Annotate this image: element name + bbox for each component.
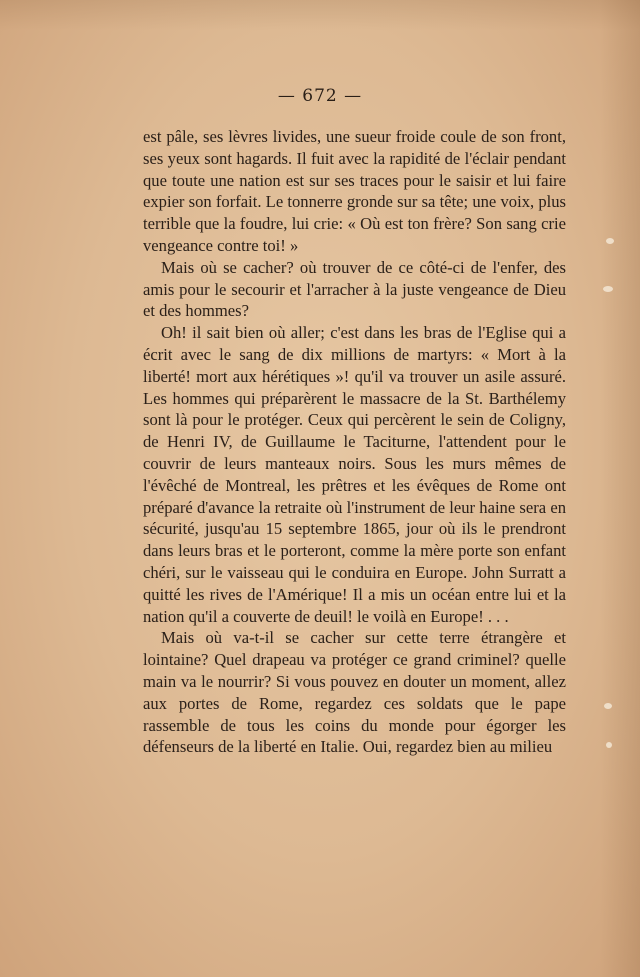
page-number: — 672 — (277, 86, 363, 106)
paragraph: est pâle, ses lèvres livides, une sueur froide coule de son front, ses yeux sont hagards. Il fuit avec la rapidité de l'éclair pendant que toute une nation est sur ses traces pour le saisir et lui faire expier son forfait. Le tonnerre gronde sur sa tête; une voix, plus terrible que la foudre, lui crie: « Où est ton frère? Son sang crie vengeance contre toi! » (143, 127, 566, 255)
edge-stain (600, 0, 640, 977)
paragraph: Oh! il sait bien où aller; c'est dans les bras de l'Eglise qui a écrit avec le sang de dix millions de martyrs: « Mort à la liberté! mort aux hérétiques »! qu'il va trouver un asile assuré. Les hommes qui préparèrent le massacre de la St. Barthélemy sont là pour le protéger. Ceux qui percèrent le sein de Coligny, de Henri IV, de Guillaume le Taciturne, l'attendent pour le couvrir de leurs manteaux noirs. Sous les murs mêmes de l'évêché de Montreal, les prêtres et les évêques de Rome ont préparé d'avance la retraite où l'instrument de leur haine sera en sécurité, jusqu'au 15 septembre 1865, jour où ils le prendront dans leurs bras et le porteront, comme la mère porte son enfant chéri, sur le vaisseau qui le conduira en Europe. John Surratt a quitté les rives de l'Amérique! Il a mis un océan entre lui et la nation qu'il a couverte de deuil! le voilà en Europe! . . . (143, 323, 566, 626)
top-stain (0, 0, 640, 30)
body-text (143, 126, 566, 758)
paper-blemish (606, 238, 614, 244)
paragraph: Mais où se cacher? où trouver de ce côté-ci de l'enfer, des amis pour le secourir et l'arracher à la juste vengeance de Dieu et des hommes? (143, 257, 566, 321)
paper-blemish (603, 286, 613, 292)
paper-blemish (606, 742, 612, 748)
paragraph: Mais où va-t-il se cacher sur cette terre étrangère et lointaine? Quel drapeau va protéger ce grand criminel? quelle main va le nourrir? Si vous pouvez en douter un moment, allez aux portes de Rome, regardez ces soldats que le pape rassemble de tous les coins du monde pour égorger les défenseurs de la liberté en Italie. Oui, regardez bien au milieu (143, 628, 566, 757)
paper-blemish (604, 703, 612, 709)
